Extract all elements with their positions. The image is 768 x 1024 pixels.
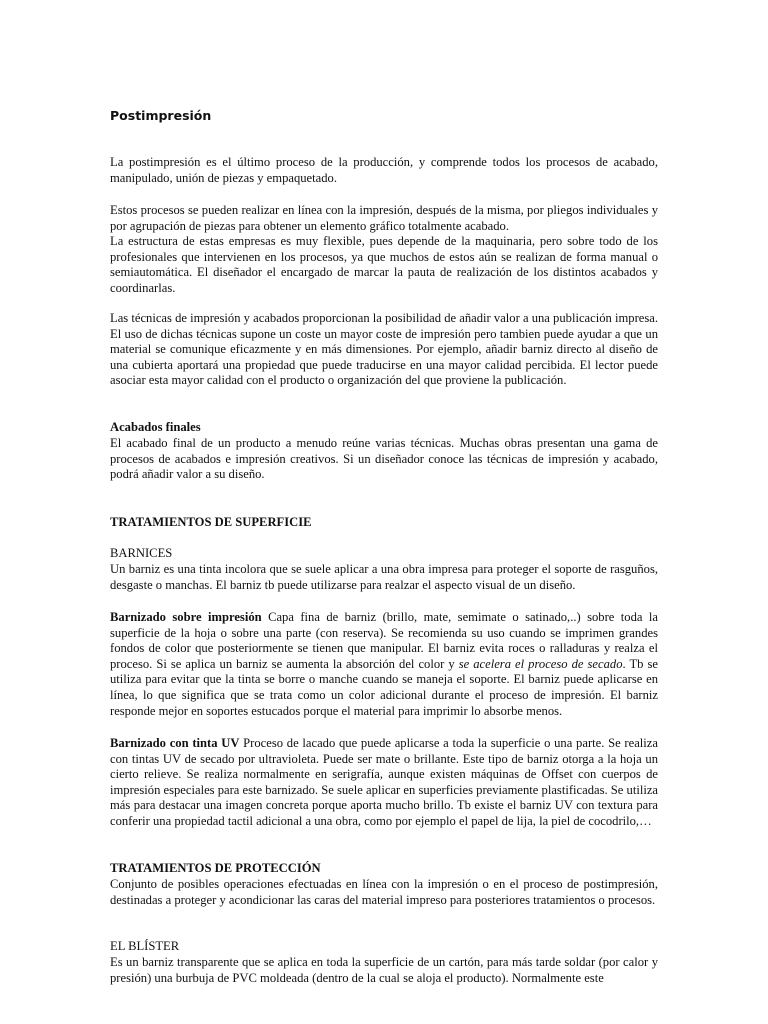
paragraph-estructura: La estructura de estas empresas es muy flexible, pues depende de la maquinaria, pero sobre todo de los profesionales que intervienen en los procesos, ya que muchos de estos aún se realizan de forma manual o semiautomática. El diseñador el encargado de marcar la pauta de realización de los distintos acabados y coordinarlas.	[110, 234, 658, 295]
paragraph-procesos: Estos procesos se pueden realizar en línea con la impresión, después de la misma, por pliegos individuales y por agrupación de piezas para obtener un elemento gráfico totalmente acabado.	[110, 203, 658, 233]
label-barnizado-uv: Barnizado con tinta UV	[110, 736, 240, 750]
heading-tratamientos-superficie: TRATAMIENTOS DE SUPERFICIE	[110, 515, 312, 529]
heading-acabados-finales: Acabados finales	[110, 420, 201, 434]
paragraph-acabados: El acabado final de un producto a menudo reúne varias técnicas. Muchas obras presentan una gama de procesos de acabados e impresión creativos. Si un diseñador conoce las técnicas de impresión y acabado, podrá añadir valor a su diseño.	[110, 436, 658, 482]
paragraph-barnices: Un barniz es una tinta incolora que se suele aplicar a una obra impresa para proteger el soporte de rasguños, desgaste o manchas. El barniz tb puede utilizarse para realzar el aspecto visual de un diseño.	[110, 562, 658, 592]
heading-blister: EL BLÍSTER	[110, 939, 180, 953]
paragraph-barnizado-uv: Barnizado con tinta UV Proceso de lacado que puede aplicarse a toda la superficie o una parte. Se realiza con tintas UV de secado por ultravioleta. Puede ser mate o brillante. Este tipo de barniz otorga a la hoja un cierto relieve. Se realiza normalmente en serigrafía, aunque existen máquinas de Offset con cuerpos de impresión especiales para este barnizado. Se suele aplicar en superficies previamente plastificadas. Se utiliza más para destacar una imagen concreta porque aporta mucho brillo. Tb existe el barniz UV con textura para conferir una propiedad tactil adicional a una obra, como por ejemplo el papel de lija, la piel de cocodrilo,…	[110, 736, 658, 828]
paragraph-blister: Es un barniz transparente que se aplica en toda la superficie de un cartón, para más tarde soldar (por calor y presión) una burbuja de PVC moldeada (dentro de la cual se aloja el producto). Normalmente este	[110, 955, 658, 985]
heading-barnices: BARNICES	[110, 546, 173, 560]
paragraph-proteccion: Conjunto de posibles operaciones efectuadas en línea con la impresión o en el proceso de postimpresión, destinadas a proteger y acondicionar las caras del material impreso para posteriores tratamientos o procesos.	[110, 877, 658, 907]
paragraph-tecnicas: Las técnicas de impresión y acabados proporcionan la posibilidad de añadir valor a una publicación impresa. El uso de dichas técnicas supone un coste un mayor coste de impresión pero tambien puede ayudar a que un material se comunique eficazmente y en más dimensiones. Por ejemplo, añadir barniz directo al diseño de una cubierta aportará una propiedad que puede traducirse en una mayor calidad percibida. El lector puede asociar esta mayor calidad con el producto o organización del que proviene la publicación.	[110, 311, 658, 388]
heading-tratamientos-proteccion: TRATAMIENTOS DE PROTECCIÓN	[110, 861, 321, 875]
paragraph-barnizado-impresion: Barnizado sobre impresión Capa fina de barniz (brillo, mate, semimate o satinado,..) sobre toda la superficie de la hoja o sobre una parte (con reserva). Se recomienda su uso cuando se imprimen grandes fondos de color que posteriormente se tienen que manipular. El barniz evita roces o ralladuras y realza el proceso. Si se aplica un barniz se aumenta la absorción del color y se acelera el proceso de secado. Tb se utiliza para evitar que la tinta se borre o manche cuando se maneja el soporte. El barniz puede aplicarse en línea, lo que significa que se trata como un color adicional durante el proceso de impresión. El barniz responde mejor en soportes estucados porque el material para imprimir lo absorbe menos.	[110, 610, 659, 718]
document-title: Postimpresión	[110, 108, 212, 123]
label-barnizado-impresion: Barnizado sobre impresión	[110, 610, 262, 624]
emphasis-secado: se acelera el proceso de secado	[458, 656, 623, 671]
paragraph-intro: La postimpresión es el último proceso de la producción, y comprende todos los procesos de acabado, manipulado, unión de piezas y empaquetado.	[110, 155, 658, 185]
